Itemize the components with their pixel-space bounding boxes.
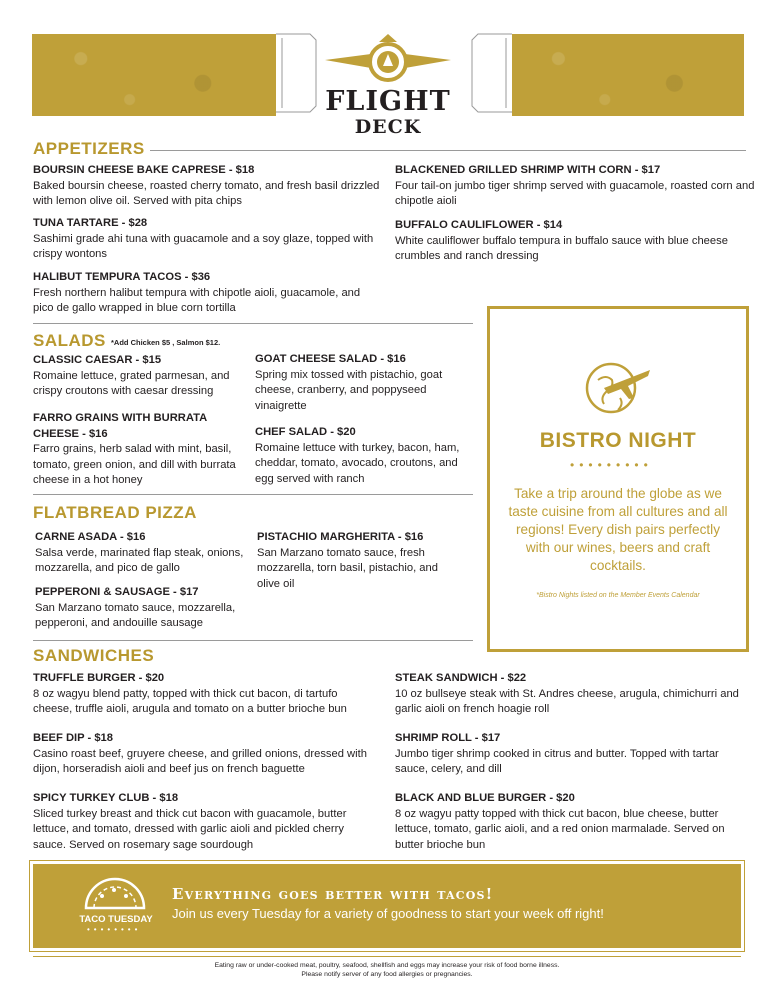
- item-desc: Sashimi grade ahi tuna with guacamole and a soy glaze, topped with crispy wontons: [33, 232, 374, 260]
- item-name: BOURSIN CHEESE BAKE CAPRESE - $18: [33, 164, 255, 176]
- menu-item: [33, 163, 383, 210]
- menu-item: [255, 425, 470, 487]
- item-name: FARRO GRAINS WITH BURRATA CHEESE - $16: [33, 412, 207, 440]
- item-desc: Baked boursin cheese, roasted cherry tomato, and fresh basil drizzled with lemon olive oil. Served with pita chips: [33, 179, 380, 207]
- item-name: STEAK SANDWICH - $22: [395, 672, 527, 684]
- menu-item: [257, 530, 462, 592]
- item-desc: 8 oz wagyu blend patty, topped with thick cut bacon, di tartufo cheese, truffle aioli, arugula and tomato on a butter brioche bun: [33, 687, 347, 715]
- taco-badge: TACO TUESDAY: [79, 914, 153, 925]
- item-name: HALIBUT TEMPURA TACOS - $36: [33, 271, 211, 283]
- footer-line2: Please notify server of any food allergies or pregnancies.: [301, 971, 473, 978]
- taco-icon: [82, 872, 148, 912]
- item-name: SHRIMP ROLL - $17: [395, 732, 501, 744]
- wings-emblem-icon: [325, 32, 451, 92]
- logo-line1: FLIGHT: [325, 86, 451, 117]
- item-desc: Romaine lettuce, grated parmesan, and crispy croutons with caesar dressing: [33, 369, 230, 397]
- salads-note: *Add Chicken $5 , Salmon $12.: [111, 338, 221, 347]
- item-desc: Casino roast beef, gruyere cheese, and grilled onions, dressed with dijon, horseradish aioli and beef jus on french baguette: [33, 747, 367, 775]
- item-name: PISTACHIO MARGHERITA - $16: [257, 531, 424, 543]
- sandwiches-title: SANDWICHES: [33, 646, 155, 665]
- menu-item: [35, 530, 250, 577]
- taco-subtext: Join us every Tuesday for a variety of goodness to start your week off right!: [172, 906, 604, 921]
- menu-item: [255, 352, 470, 414]
- item-desc: 10 oz bullseye steak with St. Andres cheese, arugula, chimichurri and garlic aioli on french hoagie roll: [395, 687, 739, 715]
- item-name: GOAT CHEESE SALAD - $16: [255, 353, 406, 365]
- flatbread-title: FLATBREAD PIZZA: [33, 503, 197, 522]
- item-desc: Farro grains, herb salad with mint, basil, tomato, green onion, and dill with burrata cheese in a hot honey: [33, 443, 236, 486]
- bistro-note: *Bistro Nights listed on the Member Events Calendar: [536, 592, 700, 599]
- bistro-body: Take a trip around the globe as we taste cuisine from all cultures and all regions! Every dish pairs perfectly with our wines, beers and craft cocktails.: [508, 486, 728, 573]
- menu-item: [33, 216, 383, 263]
- bistro-dots: •••••••••: [570, 458, 653, 472]
- section-divider: [33, 494, 473, 495]
- item-desc: Romaine lettuce with turkey, bacon, ham, cheddar, tomato, avocado, croutons, and egg served with ranch: [255, 441, 460, 485]
- logo-line2: DECK: [354, 116, 422, 138]
- item-name: CARNE ASADA - $16: [35, 531, 146, 543]
- footer-line1: Eating raw or under-cooked meat, poultry, seafood, shellfish and eggs may increase your risk of food borne illness.: [214, 962, 560, 969]
- item-desc: Four tail-on jumbo tiger shrimp served with guacamole, roasted corn and chipotle aioli: [395, 179, 755, 207]
- item-desc: San Marzano tomato sauce, mozzarella, pepperoni, and andouille sausage: [35, 601, 236, 629]
- header-band-left: [32, 34, 276, 116]
- menu-item: [33, 731, 378, 778]
- menu-item: [33, 411, 248, 489]
- menu-item: [33, 270, 373, 317]
- salads-title: SALADS: [33, 331, 106, 350]
- item-name: PEPPERONI & SAUSAGE - $17: [35, 586, 199, 598]
- menu-item: [33, 671, 378, 718]
- menu-item: [35, 585, 250, 632]
- menu-item: [33, 791, 378, 853]
- item-desc: Spring mix tossed with pistachio, goat cheese, cranberry, and poppyseed vinaigrette: [255, 368, 443, 412]
- taco-dots: ••••••••: [87, 925, 142, 934]
- item-name: SPICY TURKEY CLUB - $18: [33, 792, 179, 804]
- item-name: BLACKENED GRILLED SHRIMP WITH CORN - $17: [395, 164, 661, 176]
- appetizers-rule: [150, 150, 746, 151]
- item-name: BEEF DIP - $18: [33, 732, 114, 744]
- globe-plane-icon: [584, 358, 654, 416]
- item-name: TRUFFLE BURGER - $20: [33, 672, 165, 684]
- bistro-title: BISTRO NIGHT: [539, 429, 697, 452]
- menu-item: [395, 163, 755, 210]
- item-desc: Jumbo tiger shrimp cooked in citrus and butter. Topped with tartar sauce, celery, and dill: [395, 747, 719, 775]
- item-name: CLASSIC CAESAR - $15: [33, 354, 162, 366]
- item-desc: Fresh northern halibut tempura with chipotle aioli, guacamole, and pico de gallo wrapped in blue corn tortilla: [33, 286, 361, 314]
- menu-item: [395, 671, 750, 718]
- item-name: BLACK AND BLUE BURGER - $20: [395, 792, 575, 804]
- menu-item: [33, 353, 248, 400]
- item-name: BUFFALO CAULIFLOWER - $14: [395, 219, 563, 231]
- menu-item: [395, 731, 750, 778]
- section-divider: [33, 323, 473, 324]
- item-desc: White cauliflower buffalo tempura in buffalo sauce with blue cheese crumbles and ranch dressing: [395, 234, 728, 262]
- appetizers-title: APPETIZERS: [33, 139, 145, 158]
- item-name: CHEF SALAD - $20: [255, 426, 356, 438]
- menu-item: [395, 791, 750, 853]
- taco-headline: Everything goes better with tacos!: [172, 885, 494, 903]
- section-divider: [33, 640, 473, 641]
- header-band-right: [512, 34, 744, 116]
- item-desc: Sliced turkey breast and thick cut bacon with guacamole, butter lettuce, and tomato, dressed with garlic aioli and pickled cherry sauce. Served on rosemary sage sourdough: [33, 807, 347, 851]
- item-desc: 8 oz wagyu patty topped with thick cut bacon, blue cheese, butter lettuce, tomato, garlic aioli, and a red onion marmalade. Served on butter brioche bun: [395, 807, 725, 851]
- item-desc: San Marzano tomato sauce, fresh mozzarella, torn basil, pistachio, and olive oil: [257, 546, 438, 590]
- footer-rule: [33, 956, 741, 957]
- item-name: TUNA TARTARE - $28: [33, 217, 148, 229]
- item-desc: Salsa verde, marinated flap steak, onions, mozzarella, and pico de gallo: [35, 546, 244, 574]
- menu-item: [395, 218, 755, 265]
